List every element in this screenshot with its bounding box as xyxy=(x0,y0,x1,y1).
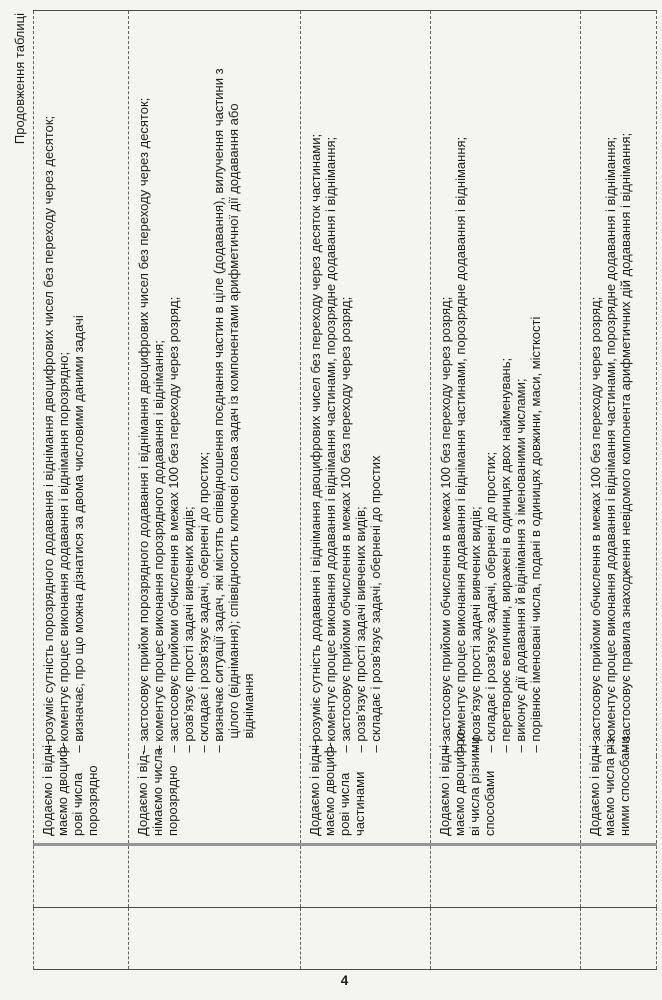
fill-in-cell-1 xyxy=(129,908,301,970)
topic-cell xyxy=(34,740,129,845)
table-continuation-label: Продовження таблиці xyxy=(12,13,27,145)
expected-result-item: – порівнює іменовані числа, подані в одиницях довжини, маси, місткості xyxy=(528,316,543,753)
table-row xyxy=(581,11,657,970)
expected-result-item: – розв’язує прості задачі вивчених видів; xyxy=(468,506,483,753)
expected-result-item: – застосовує прийоми обчислення в межах 100 без переходу через розряд; xyxy=(338,296,353,753)
expected-result-item: – розв’язує прості задачі вивчених видів; xyxy=(353,506,368,753)
topic-line: Додаємо і відні- xyxy=(437,740,452,836)
topic-cell xyxy=(431,727,581,845)
topic-line: маємо двоциф- xyxy=(322,742,337,836)
expected-result-item: – коментує процес виконання додавання і віднімання частинами, порозрядне додавання і віднімання; xyxy=(603,136,618,753)
lesson-plan-table-body xyxy=(34,11,657,970)
topic-line: Додаємо і відні- xyxy=(40,740,55,836)
fill-in-cell-2 xyxy=(34,845,129,908)
rotated-table-block xyxy=(11,11,656,970)
topic-line: маємо числа різ- xyxy=(602,734,617,836)
expected-result-item: – виконує дії додавання й віднімання з іменованими числами; xyxy=(513,378,528,753)
expected-result-item: – коментує процес виконання додавання і віднімання порозрядно; xyxy=(56,351,71,753)
table-row xyxy=(431,11,581,970)
expected-results-cell xyxy=(431,11,581,757)
expected-result-item: – розуміє сутність додавання і віднімання двоцифрових чисел без переходу через десяток частинами; xyxy=(308,133,323,753)
fill-in-cell-1 xyxy=(301,908,431,970)
expected-result-item: – коментує процес виконання додавання і віднімання частинами, порозрядне додавання і віднімання; xyxy=(323,136,338,753)
topic-line: Додаємо і відні- xyxy=(587,740,602,836)
table-row xyxy=(301,11,431,970)
expected-result-item: – коментує процес виконання додавання і віднімання частинами, порозрядне додавання і віднімання; xyxy=(453,136,468,753)
fill-in-cell-2 xyxy=(129,845,301,908)
expected-results-cell xyxy=(34,11,129,757)
expected-result-item: – складає і розв’язує задачі, обернені до простих; xyxy=(196,451,211,753)
topic-cell xyxy=(581,734,657,845)
fill-in-cell-2 xyxy=(301,845,431,908)
fill-in-cell-2 xyxy=(431,845,581,908)
expected-results-cell xyxy=(129,11,301,757)
expected-results-cell xyxy=(301,11,431,757)
expected-result-item: – застосовує прийом порозрядного додавання і віднімання двоцифрових чисел без переходу через десяток; xyxy=(136,97,151,753)
expected-result-item: – застосовує прийоми обчислення в межах 100 без переходу через розряд; xyxy=(438,296,453,753)
expected-result-item: – застосовує прийоми обчислення в межах 100 без переходу через розряд; xyxy=(588,296,603,753)
fill-in-cell-1 xyxy=(431,908,581,970)
lesson-plan-table xyxy=(33,10,657,970)
topic-line: ними способами xyxy=(617,736,632,836)
table-row xyxy=(129,11,301,970)
topic-line: ві числа різними xyxy=(467,736,482,836)
expected-results-cell xyxy=(581,11,657,757)
expected-result-item: – визначає ситуації задач, які містять співвідношення поєднання частин в ціле (додавання), вилучення частини з цілого (віднімання); співвідносить ключові слова задач із компонентами арифметичної дії додавання або віднімання xyxy=(211,68,256,753)
topic-line: способами xyxy=(482,770,497,836)
topic-line: маємо двоцифро- xyxy=(452,727,467,836)
fill-in-cell-1 xyxy=(34,908,129,970)
expected-result-item: – застосовує прийоми обчислення в межах 100 без переходу через розряд; xyxy=(166,296,181,753)
table-row xyxy=(34,11,129,970)
topic-line: маємо двоциф- xyxy=(55,742,70,836)
fill-in-cell-1 xyxy=(581,908,657,970)
topic-line: порозрядно xyxy=(165,765,180,836)
expected-result-item: – застосовує правила знаходження невідомого компонента арифметичних дій додавання і віднімання; xyxy=(618,132,633,753)
topic-line: німаємо числа xyxy=(150,748,165,836)
topic-line: Додаємо і відні- xyxy=(307,740,322,836)
topic-line: порозрядно xyxy=(85,765,100,836)
expected-result-item: – визначає, про що можна дізнатися за двома числовими даними задачі xyxy=(71,315,86,753)
topic-line: Додаємо і від- xyxy=(135,750,150,836)
expected-result-item: – складає і розв’язує задачі, обернені до простих xyxy=(368,455,383,753)
expected-result-item: – складає і розв’язує задачі, обернені до простих; xyxy=(483,451,498,753)
expected-result-item: – коментує процес виконання порозрядного додавання і віднімання; xyxy=(151,340,166,753)
topic-cell xyxy=(129,748,301,845)
topic-line: рові числа xyxy=(337,772,352,836)
topic-cell xyxy=(301,740,431,845)
expected-result-item: – розуміє сутність порозрядного додавання і віднімання двоцифрових чисел без переходу через десяток; xyxy=(41,115,56,753)
topic-line: частинами xyxy=(352,771,367,836)
expected-result-item: – розв’язує прості задачі вивчених видів; xyxy=(181,506,196,753)
page-number: 4 xyxy=(340,973,349,988)
fill-in-cell-2 xyxy=(581,845,657,908)
expected-result-item: – перетворює величини, виражені в одиницях двох найменувань; xyxy=(498,357,513,753)
topic-line: рові числа xyxy=(70,772,85,836)
